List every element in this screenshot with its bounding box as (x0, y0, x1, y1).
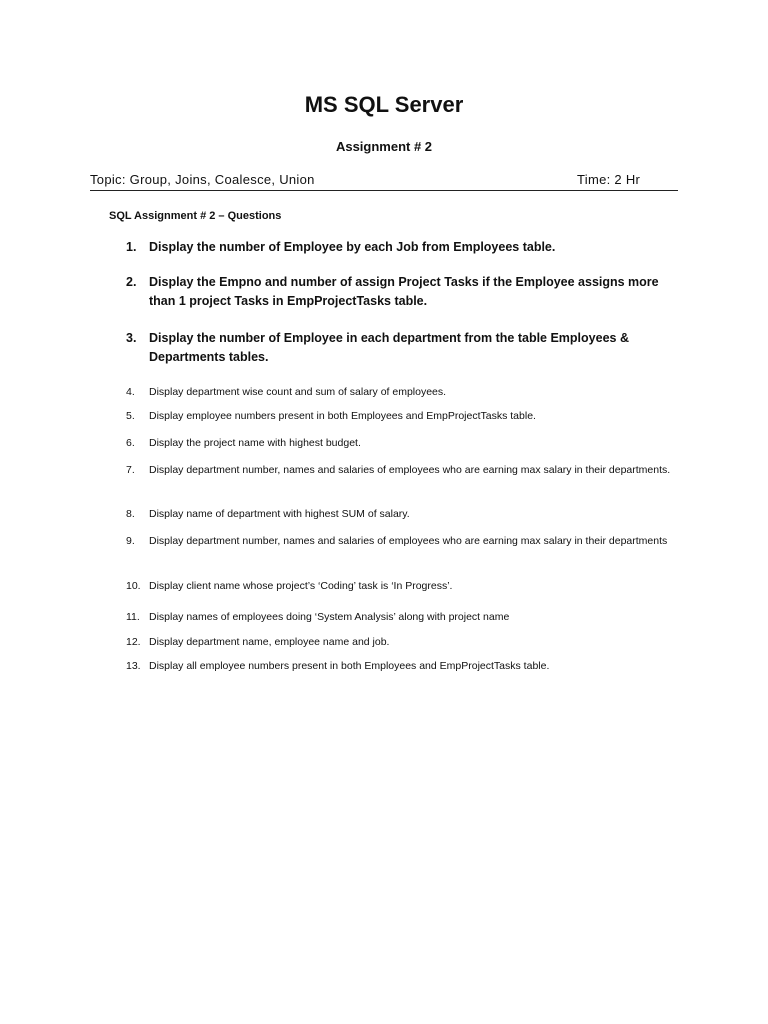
question-number: 11. (126, 611, 140, 623)
question-text: Display department number, names and salaries of employees who are earning max salary in their departments (149, 535, 668, 547)
question-number: 9. (126, 535, 135, 547)
question-number: 10. (126, 580, 141, 592)
topic-row (90, 170, 678, 191)
question-text: Display department number, names and salaries of employees who are earning max salary in their departments. (149, 464, 671, 476)
question-text: Display the project name with highest budget. (149, 437, 361, 449)
question-text: Display employee numbers present in both Employees and EmpProjectTasks table. (149, 410, 536, 422)
question-number: 1. (126, 240, 137, 254)
question-number: 7. (126, 464, 135, 476)
question-number: 3. (126, 331, 137, 345)
question-number: 8. (126, 508, 135, 520)
assignment-subtitle: Assignment # 2 (335, 139, 433, 154)
question-text: Display the number of Employee by each Job from Employees table. (149, 240, 556, 254)
question-text: Display all employee numbers present in both Employees and EmpProjectTasks table. (149, 660, 550, 672)
section-heading: SQL Assignment # 2 – Questions (109, 210, 282, 222)
question-text: Display client name whose project’s ‘Coding’ task is ‘In Progress’. (149, 580, 453, 592)
question-text: Display name of department with highest SUM of salary. (149, 508, 410, 520)
question-text: Display department name, employee name and job. (149, 636, 390, 648)
question-text: Display the Empno and number of assign Project Tasks if the Employee assigns more than 1 project Tasks in EmpProjectTasks table. (149, 275, 659, 308)
question-number: 13. (126, 660, 141, 672)
question-number: 2. (126, 275, 137, 289)
question-text: Display names of employees doing ‘System Analysis’ along with project name (149, 611, 510, 623)
question-text: Display department wise count and sum of salary of employees. (149, 386, 447, 398)
question-number: 6. (126, 437, 135, 449)
topic-text: Topic: Group, Joins, Coalesce, Union (90, 172, 315, 187)
time-text: Time: 2 Hr (577, 172, 641, 187)
page-title: MS SQL Server (304, 92, 464, 117)
question-text: Display the number of Employee in each department from the table Employees & Departments tables. (149, 331, 629, 364)
question-number: 4. (126, 386, 135, 398)
question-number: 5. (126, 410, 135, 422)
question-number: 12. (126, 636, 141, 648)
